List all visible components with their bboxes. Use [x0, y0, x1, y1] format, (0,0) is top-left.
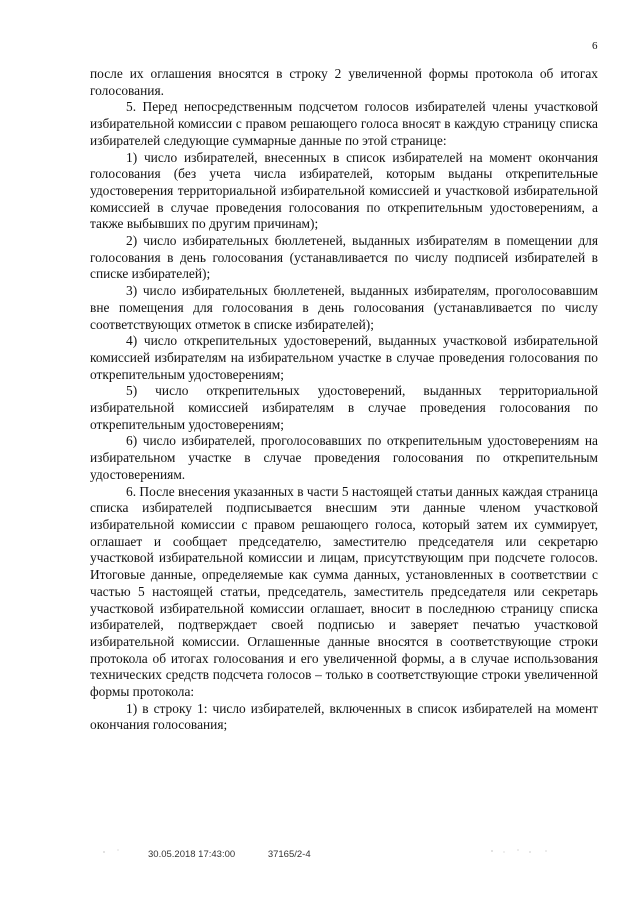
list-item-5-3: 3) число избирательных бюллетеней, выданных избирателям, проголосовавшим вне помещения для голосования в день голосования (устанавливается по числу соответствующих отметок в списке избирателей); — [90, 283, 598, 332]
footer-document-code: 37165/2-4 — [267, 849, 311, 860]
list-item-6-1: 1) в строку 1: число избирателей, включенных в список избирателей на момент окончания голосования; — [90, 700, 598, 733]
list-item-5-4: 4) число открепительных удостоверений, выданных участковой избирательной комиссией избирателям на избирательном участке в случае проведения голосования по открепительным удостоверениям; — [90, 333, 598, 382]
paragraph-part-5: 5. Перед непосредственным подсчетом голосов избирателей члены участковой избирательной комиссии с правом решающего голоса вносят в каждую страницу списка избирателей следующие суммарные данные по этой странице: — [90, 99, 598, 148]
paragraph-part-6: 6. После внесения указанных в части 5 настоящей статьи данных каждая страница списка избирателей подписывается внесшим эти данные членом участковой избирательной комиссии с правом решающего голоса, который затем их суммирует, оглашает и сообщает председателю, заместителю председателя или секретарю участковой избирательной комиссии и лицам, присутствующим при подсчете голосов. Итоговые данные, определяемые как сумма данных, установленных в соответствии с частью 5 настоящей статьи, председатель, заместитель председателя или секретарь участковой избирательной комиссии оглашает, вносит в последнюю страницу списка избирателей, подтверждает своей подписью и заверяет печатью участковой избирательной комиссии. Оглашенные данные вносятся в соответствующие строки протокола об итогах голосования и его увеличенной формы, а в случае использования технических средств подсчета голосов – только в соответствующие строки увеличенной формы протокола: — [90, 483, 598, 700]
footer-timestamp: 30.05.2018 17:43:00 — [148, 849, 236, 860]
list-item-5-6: 6) число избирателей, проголосовавших по открепительным удостоверениям на избирательном участке в случае проведения голосования по открепительным удостоверениям. — [90, 433, 598, 482]
footer — [148, 849, 311, 860]
page-number: 6 — [592, 40, 598, 52]
document-body — [90, 66, 598, 734]
list-item-5-2: 2) число избирательных бюллетеней, выданных избирателям в помещении для голосования в день голосования (устанавливается по числу подписей избирателей в списке избирателей); — [90, 233, 598, 282]
list-item-5-5: 5) число открепительных удостоверений, выданных территориальной избирательной комиссией избирателям в случае проведения голосования по открепительным удостоверениям; — [90, 383, 598, 432]
list-item-5-1: 1) число избирателей, внесенных в список избирателей на момент окончания голосования (без учета числа избирателей, которым выданы открепительные удостоверения территориальной избирательной комиссией и участковой избирательной комиссией в случае проведения голосования по открепительным удостоверениям, а также выбывших по другим причинам); — [90, 149, 598, 232]
paragraph-continuation: после их оглашения вносятся в строку 2 увеличенной формы протокола об итогах голосования. — [90, 66, 598, 98]
